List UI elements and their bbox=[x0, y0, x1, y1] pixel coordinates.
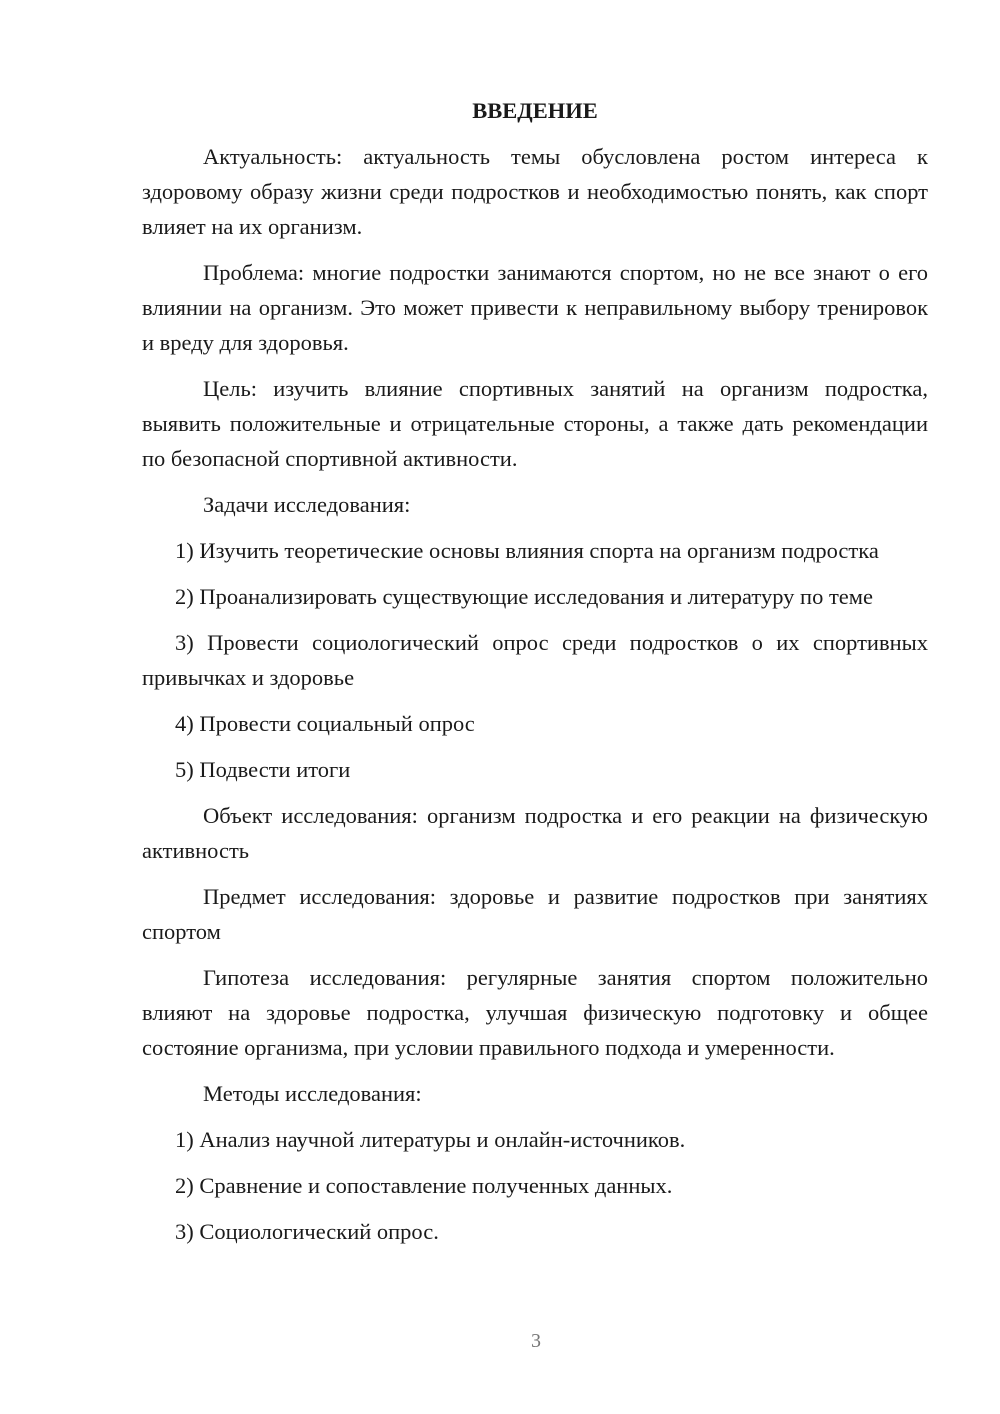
task-item: 1) Изучить теоретические основы влияния спорта на организм подростка bbox=[175, 538, 879, 563]
methods-heading: Методы исследования: bbox=[203, 1081, 422, 1106]
method-item: 3) Социологический опрос. bbox=[175, 1219, 439, 1244]
method-item: 1) Анализ научной литературы и онлайн-источников. bbox=[175, 1127, 686, 1152]
section-title: ВВЕДЕНИЕ bbox=[472, 98, 598, 123]
problem-paragraph: Проблема: многие подростки занимаются спортом, но не все знают о его влиянии на организм. Это может привести к неправильному выбору тренировок и вреду для здоровья. bbox=[142, 260, 928, 355]
object-paragraph: Объект исследования: организм подростка и его реакции на физическую активность bbox=[142, 803, 928, 863]
goal-paragraph: Цель: изучить влияние спортивных занятий на организм подростка, выявить положительные и отрицательные стороны, а также дать рекомендации по безопасной спортивной активности. bbox=[142, 376, 928, 471]
task-item: 4) Провести социальный опрос bbox=[175, 711, 475, 736]
task-item: 5) Подвести итоги bbox=[175, 757, 351, 782]
relevance-paragraph: Актуальность: актуальность темы обусловлена ростом интереса к здоровому образу жизни среди подростков и необходимостью понять, как спорт влияет на их организм. bbox=[142, 144, 928, 239]
hypothesis-paragraph: Гипотеза исследования: регулярные занятия спортом положительно влияют на здоровье подростка, улучшая физическую подготовку и общее состояние организма, при условии правильного подхода и умеренности. bbox=[142, 965, 928, 1060]
method-item: 2) Сравнение и сопоставление полученных данных. bbox=[175, 1173, 673, 1198]
document-page bbox=[142, 93, 928, 1260]
page-number: 3 bbox=[531, 1330, 541, 1352]
subject-paragraph: Предмет исследования: здоровье и развитие подростков при занятиях спортом bbox=[142, 884, 928, 944]
task-item: 3) Провести социологический опрос среди подростков о их спортивных привычках и здоровье bbox=[142, 630, 928, 690]
tasks-heading: Задачи исследования: bbox=[203, 492, 411, 517]
task-item: 2) Проанализировать существующие исследования и литературу по теме bbox=[175, 584, 873, 609]
